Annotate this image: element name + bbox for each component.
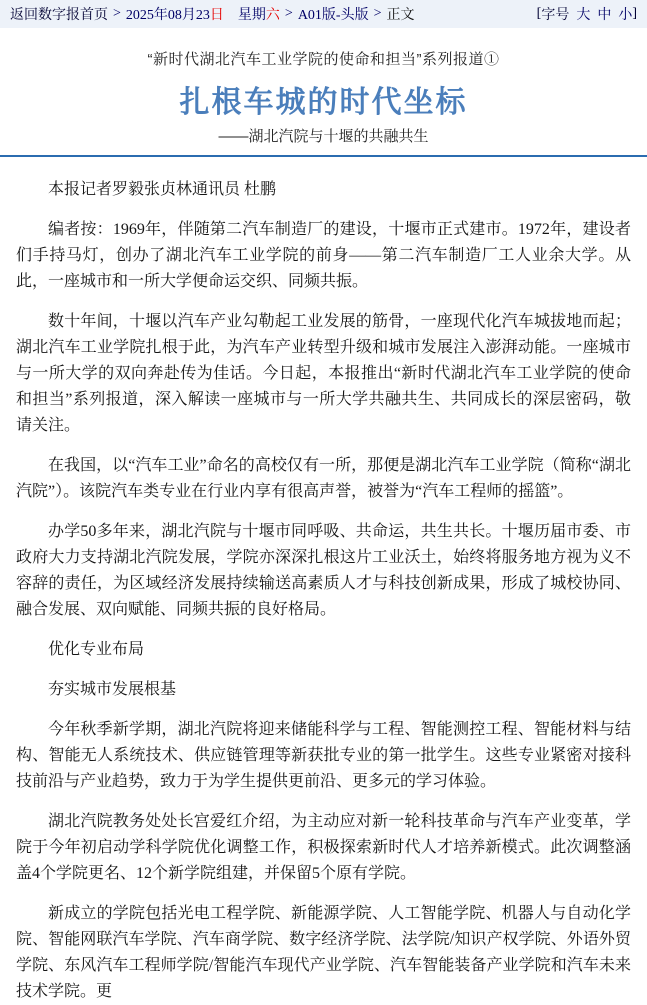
breadcrumb-date-main: 2025年08月23 [125,8,210,23]
topbar [0,0,647,28]
article-paragraph: 数十年间，十堰以汽车产业勾勒起工业发展的筋骨，一座现代化汽车城拔地而起；湖北汽车工业学院扎根于此，为汽车产业转型升级和城市发展注入澎湃动能。一座城市与一所大学的双向奔赴传为佳话。今日起，本报推出“新时代湖北汽车工业学院的使命和担当”系列报道，深入解读一座城市与一所大学共融共生、共同成长的深层密码，敬请关注。 [16,313,631,434]
breadcrumb-weekday: 星期 [223,8,266,23]
article-paragraph: 办学50多年来，湖北汽院与十堰市同呼吸、共命运，共生共长。十堰历届市委、市政府大力支持湖北汽院发展，学院亦深深扎根这片工业沃土，始终将服务地方视为义不容辞的责任，为区域经济发展持续输送高素质人才与科技创新成果，形成了城校协同、融合发展、双向赋能、同频共振的良好格局。 [16,523,631,618]
font-size-widget [537,4,637,24]
article-header [0,28,647,146]
breadcrumb-edition-link[interactable]: A01版-头版 [297,8,369,23]
breadcrumb-date-day-highlight: 日 [209,8,224,23]
article-paragraph: 夯实城市发展根基 [48,681,177,698]
font-size-large-button[interactable]: 大 [576,8,591,23]
font-size-label: 字号 [541,8,570,23]
breadcrumb-weekday-highlight: 六 [265,8,280,23]
article-title: 扎根车城的时代坐标 [179,86,468,119]
breadcrumb-separator: > [284,6,293,21]
breadcrumb [10,4,415,24]
article-paragraph: 本报记者罗毅张贞林通讯员 杜鹏 [48,181,277,198]
breadcrumb-separator: > [113,6,121,21]
font-size-medium-button[interactable]: 中 [597,8,612,23]
breadcrumb-separator: > [373,6,382,21]
article-paragraph: 优化专业布局 [48,641,145,658]
font-size-close-bracket: ] [632,6,637,21]
breadcrumb-home-link[interactable]: 返回数字报首页 [10,8,108,23]
article-paragraph: 编者按：1969年，伴随第二汽车制造厂的建设，十堰市正式建市。1972年，建设者们手持马灯，创办了湖北汽车工业学院的前身——第二汽车制造厂工人业余大学。从此，一座城市和一所大学便命运交织、同频共振。 [16,221,631,290]
article-paragraph: 新成立的学院包括光电工程学院、新能源学院、人工智能学院、机器人与自动化学院、智能网联汽车学院、汽车商学院、数字经济学院、法学院/知识产权学院、外语外贸学院、东风汽车工程师学院/智能汽车现代产业学院、汽车智能装备产业学院和汽车未来技术学院。更 [16,905,631,1000]
font-size-small-button[interactable]: 小 [618,8,633,23]
article-paragraph: 在我国，以“汽车工业”命名的高校仅有一所，那便是湖北汽车工业学院（简称“湖北汽院”）。该院汽车类专业在行业内享有很高声誉，被誉为“汽车工程师的摇篮”。 [16,457,631,500]
font-size-open-bracket: [ [536,6,542,21]
breadcrumb-date-link[interactable] [126,4,280,24]
article-paragraph: 今年秋季新学期，湖北汽院将迎来储能科学与工程、智能测控工程、智能材料与结构、智能无人系统技术、供应链管理等新获批专业的第一批学生。这些专业紧密对接科技前沿与产业趋势，致力于为学生提供更前沿、更多元的学习体验。 [16,721,631,790]
article-kicker: “新时代湖北汽车工业学院的使命和担当”系列报道① [147,51,500,68]
article-body [0,157,647,1005]
article-paragraph: 湖北汽院教务处处长宫爱红介绍，为主动应对新一轮科技革命与汽车产业变革，学院于今年初启动学科学院优化调整工作，积极探索新时代人才培养新模式。此次调整涵盖4个学院更名、12个新学院组建，并保留5个原有学院。 [16,813,631,882]
article-subtitle: ——湖北汽院与十堰的共融共生 [218,128,429,145]
breadcrumb-current-page: 正文 [386,8,415,23]
